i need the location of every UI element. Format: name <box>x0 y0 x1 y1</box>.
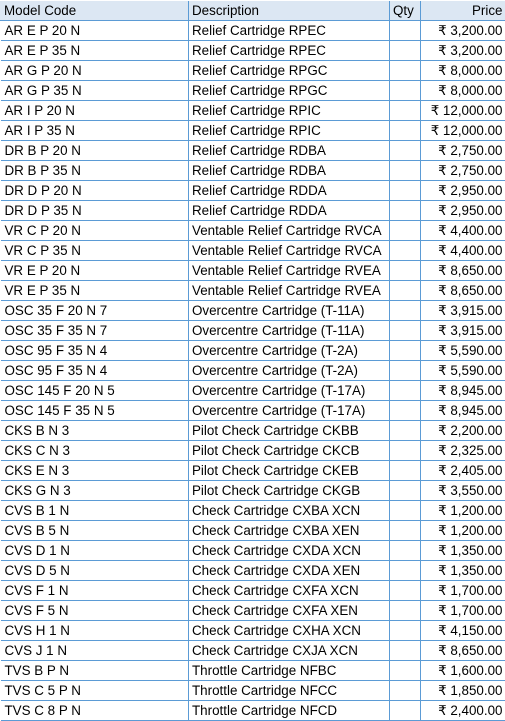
qty-cell[interactable] <box>390 301 421 321</box>
description-cell[interactable]: Throttle Cartridge NFBC <box>189 661 390 681</box>
description-cell[interactable]: Overcentre Cartridge (T-2A) <box>189 341 390 361</box>
price-cell[interactable]: ₹ 3,915.00 <box>421 321 505 341</box>
qty-cell[interactable] <box>390 81 421 101</box>
table-row <box>1 441 505 461</box>
qty-cell[interactable] <box>390 501 421 521</box>
price-cell[interactable]: ₹ 1,200.00 <box>421 501 505 521</box>
description-cell[interactable]: Relief Cartridge RPEC <box>189 21 390 41</box>
price-cell[interactable]: ₹ 8,650.00 <box>421 281 505 301</box>
table-row <box>1 561 505 581</box>
table-row <box>1 461 505 481</box>
price-cell[interactable]: ₹ 3,200.00 <box>421 41 505 61</box>
table-row <box>1 361 505 381</box>
table-row <box>1 701 505 721</box>
model-code-cell[interactable]: OSC 95 F 35 N 4 <box>1 341 189 361</box>
table-row <box>1 221 505 241</box>
price-cell[interactable]: ₹ 2,750.00 <box>421 141 505 161</box>
model-code-cell[interactable]: CVS F 5 N <box>1 601 189 621</box>
header-row <box>1 1 505 21</box>
table-row <box>1 121 505 141</box>
model-code-cell[interactable]: AR G P 35 N <box>1 81 189 101</box>
model-code-cell[interactable]: AR I P 35 N <box>1 121 189 141</box>
qty-cell[interactable] <box>390 641 421 661</box>
description-cell[interactable]: Overcentre Cartridge (T-11A) <box>189 301 390 321</box>
price-cell[interactable]: ₹ 3,915.00 <box>421 301 505 321</box>
qty-cell[interactable] <box>390 421 421 441</box>
price-cell[interactable]: ₹ 2,400.00 <box>421 701 505 721</box>
description-cell[interactable]: Check Cartridge CXBA XEN <box>189 521 390 541</box>
table-row <box>1 641 505 661</box>
model-code-cell[interactable]: CVS H 1 N <box>1 621 189 641</box>
table-row <box>1 521 505 541</box>
price-cell[interactable]: ₹ 2,405.00 <box>421 461 505 481</box>
description-cell[interactable]: Throttle Cartridge NFCD <box>189 701 390 721</box>
qty-cell[interactable] <box>390 401 421 421</box>
qty-cell[interactable] <box>390 241 421 261</box>
price-cell[interactable]: ₹ 1,850.00 <box>421 681 505 701</box>
table-row <box>1 21 505 41</box>
description-cell[interactable]: Overcentre Cartridge (T-17A) <box>189 401 390 421</box>
table-row <box>1 541 505 561</box>
table-row <box>1 101 505 121</box>
price-cell[interactable]: ₹ 3,550.00 <box>421 481 505 501</box>
price-cell[interactable]: ₹ 1,350.00 <box>421 561 505 581</box>
header-price[interactable]: Price <box>421 1 505 21</box>
qty-cell[interactable] <box>390 41 421 61</box>
table-row <box>1 341 505 361</box>
model-code-cell[interactable]: DR D P 20 N <box>1 181 189 201</box>
qty-cell[interactable] <box>390 601 421 621</box>
description-cell[interactable]: Ventable Relief Cartridge RVEA <box>189 281 390 301</box>
model-code-cell[interactable]: VR C P 35 N <box>1 241 189 261</box>
price-cell[interactable]: ₹ 1,200.00 <box>421 521 505 541</box>
model-code-cell[interactable]: DR B P 20 N <box>1 141 189 161</box>
model-code-cell[interactable]: CVS D 5 N <box>1 561 189 581</box>
table-body <box>1 21 505 721</box>
price-cell[interactable]: ₹ 12,000.00 <box>421 121 505 141</box>
description-cell[interactable]: Overcentre Cartridge (T-17A) <box>189 381 390 401</box>
table-row <box>1 661 505 681</box>
description-cell[interactable]: Overcentre Cartridge (T-11A) <box>189 321 390 341</box>
description-cell[interactable]: Check Cartridge CXFA XCN <box>189 581 390 601</box>
description-cell[interactable]: Check Cartridge CXJA XCN <box>189 641 390 661</box>
price-cell[interactable]: ₹ 2,200.00 <box>421 421 505 441</box>
price-cell[interactable]: ₹ 2,325.00 <box>421 441 505 461</box>
model-code-cell[interactable]: OSC 145 F 35 N 5 <box>1 401 189 421</box>
description-cell[interactable]: Pilot Check Cartridge CKBB <box>189 421 390 441</box>
qty-cell[interactable] <box>390 141 421 161</box>
table-row <box>1 301 505 321</box>
description-cell[interactable]: Check Cartridge CXBA XCN <box>189 501 390 521</box>
description-cell[interactable]: Ventable Relief Cartridge RVEA <box>189 261 390 281</box>
model-code-cell[interactable]: CVS D 1 N <box>1 541 189 561</box>
model-code-cell[interactable]: CVS F 1 N <box>1 581 189 601</box>
price-cell[interactable]: ₹ 8,650.00 <box>421 261 505 281</box>
price-cell[interactable]: ₹ 2,950.00 <box>421 181 505 201</box>
table-row <box>1 581 505 601</box>
qty-cell[interactable] <box>390 261 421 281</box>
table-row <box>1 181 505 201</box>
table-row <box>1 161 505 181</box>
table-row <box>1 81 505 101</box>
qty-cell[interactable] <box>390 121 421 141</box>
qty-cell[interactable] <box>390 201 421 221</box>
table-row <box>1 201 505 221</box>
description-cell[interactable]: Relief Cartridge RPIC <box>189 121 390 141</box>
qty-cell[interactable] <box>390 681 421 701</box>
description-cell[interactable]: Relief Cartridge RPGC <box>189 81 390 101</box>
model-code-cell[interactable]: VR E P 35 N <box>1 281 189 301</box>
qty-cell[interactable] <box>390 581 421 601</box>
price-cell[interactable]: ₹ 5,590.00 <box>421 361 505 381</box>
price-cell[interactable]: ₹ 3,200.00 <box>421 21 505 41</box>
qty-cell[interactable] <box>390 21 421 41</box>
qty-cell[interactable] <box>390 461 421 481</box>
table-row <box>1 401 505 421</box>
qty-cell[interactable] <box>390 361 421 381</box>
model-code-cell[interactable]: OSC 145 F 20 N 5 <box>1 381 189 401</box>
description-cell[interactable]: Overcentre Cartridge (T-2A) <box>189 361 390 381</box>
price-cell[interactable]: ₹ 8,650.00 <box>421 641 505 661</box>
price-cell[interactable]: ₹ 12,000.00 <box>421 101 505 121</box>
table-row <box>1 61 505 81</box>
description-cell[interactable]: Throttle Cartridge NFCC <box>189 681 390 701</box>
table-row <box>1 601 505 621</box>
description-cell[interactable]: Relief Cartridge RPEC <box>189 41 390 61</box>
price-cell[interactable]: ₹ 8,000.00 <box>421 61 505 81</box>
description-cell[interactable]: Relief Cartridge RPIC <box>189 101 390 121</box>
table-row <box>1 381 505 401</box>
qty-cell[interactable] <box>390 541 421 561</box>
description-cell[interactable]: Relief Cartridge RDDA <box>189 181 390 201</box>
price-cell[interactable]: ₹ 4,400.00 <box>421 241 505 261</box>
model-code-cell[interactable]: OSC 35 F 20 N 7 <box>1 301 189 321</box>
qty-cell[interactable] <box>390 281 421 301</box>
model-code-cell[interactable]: TVS C 5 P N <box>1 681 189 701</box>
price-cell[interactable]: ₹ 2,750.00 <box>421 161 505 181</box>
description-cell[interactable]: Pilot Check Cartridge CKGB <box>189 481 390 501</box>
price-cell[interactable]: ₹ 8,000.00 <box>421 81 505 101</box>
qty-cell[interactable] <box>390 341 421 361</box>
description-cell[interactable]: Check Cartridge CXDA XCN <box>189 541 390 561</box>
table-row <box>1 321 505 341</box>
price-cell[interactable]: ₹ 2,950.00 <box>421 201 505 221</box>
description-cell[interactable]: Relief Cartridge RDBA <box>189 141 390 161</box>
model-code-cell[interactable]: DR D P 35 N <box>1 201 189 221</box>
qty-cell[interactable] <box>390 61 421 81</box>
price-cell[interactable]: ₹ 1,350.00 <box>421 541 505 561</box>
price-cell[interactable]: ₹ 5,590.00 <box>421 341 505 361</box>
description-cell[interactable]: Relief Cartridge RPGC <box>189 61 390 81</box>
table-row <box>1 421 505 441</box>
price-list-table <box>0 1 505 721</box>
model-code-cell[interactable]: CKS B N 3 <box>1 421 189 441</box>
qty-cell[interactable] <box>390 441 421 461</box>
model-code-cell[interactable]: VR C P 20 N <box>1 221 189 241</box>
qty-cell[interactable] <box>390 621 421 641</box>
description-cell[interactable]: Check Cartridge CXHA XCN <box>189 621 390 641</box>
table-row <box>1 41 505 61</box>
qty-cell[interactable] <box>390 701 421 721</box>
description-cell[interactable]: Ventable Relief Cartridge RVCA <box>189 221 390 241</box>
qty-cell[interactable] <box>390 161 421 181</box>
qty-cell[interactable] <box>390 521 421 541</box>
qty-cell[interactable] <box>390 321 421 341</box>
price-cell[interactable]: ₹ 1,600.00 <box>421 661 505 681</box>
qty-cell[interactable] <box>390 101 421 121</box>
model-code-cell[interactable]: CKS E N 3 <box>1 461 189 481</box>
header-qty[interactable]: Qty <box>390 1 421 21</box>
model-code-cell[interactable]: CKS C N 3 <box>1 441 189 461</box>
description-cell[interactable]: Pilot Check Cartridge CKCB <box>189 441 390 461</box>
description-cell[interactable]: Relief Cartridge RDBA <box>189 161 390 181</box>
description-cell[interactable]: Check Cartridge CXDA XEN <box>189 561 390 581</box>
table-row <box>1 481 505 501</box>
model-code-cell[interactable]: AR E P 20 N <box>1 21 189 41</box>
price-cell[interactable]: ₹ 1,700.00 <box>421 601 505 621</box>
qty-cell[interactable] <box>390 381 421 401</box>
header-description[interactable]: Description <box>189 1 390 21</box>
qty-cell[interactable] <box>390 561 421 581</box>
table-row <box>1 681 505 701</box>
price-cell[interactable]: ₹ 8,945.00 <box>421 381 505 401</box>
qty-cell[interactable] <box>390 221 421 241</box>
model-code-cell[interactable]: VR E P 20 N <box>1 261 189 281</box>
model-code-cell[interactable]: TVS B P N <box>1 661 189 681</box>
qty-cell[interactable] <box>390 481 421 501</box>
table-row <box>1 501 505 521</box>
model-code-cell[interactable]: CVS J 1 N <box>1 641 189 661</box>
model-code-cell[interactable]: OSC 95 F 35 N 4 <box>1 361 189 381</box>
model-code-cell[interactable]: DR B P 35 N <box>1 161 189 181</box>
price-cell[interactable]: ₹ 4,150.00 <box>421 621 505 641</box>
qty-cell[interactable] <box>390 661 421 681</box>
model-code-cell[interactable]: AR I P 20 N <box>1 101 189 121</box>
description-cell[interactable]: Relief Cartridge RDDA <box>189 201 390 221</box>
model-code-cell[interactable]: CVS B 1 N <box>1 501 189 521</box>
qty-cell[interactable] <box>390 181 421 201</box>
price-cell[interactable]: ₹ 1,700.00 <box>421 581 505 601</box>
table-row <box>1 621 505 641</box>
model-code-cell[interactable]: AR G P 20 N <box>1 61 189 81</box>
description-cell[interactable]: Check Cartridge CXFA XEN <box>189 601 390 621</box>
header-model-code[interactable]: Model Code <box>1 1 189 21</box>
description-cell[interactable]: Pilot Check Cartridge CKEB <box>189 461 390 481</box>
model-code-cell[interactable]: CVS B 5 N <box>1 521 189 541</box>
price-cell[interactable]: ₹ 4,400.00 <box>421 221 505 241</box>
model-code-cell[interactable]: OSC 35 F 35 N 7 <box>1 321 189 341</box>
model-code-cell[interactable]: AR E P 35 N <box>1 41 189 61</box>
table-row <box>1 261 505 281</box>
model-code-cell[interactable]: TVS C 8 P N <box>1 701 189 721</box>
model-code-cell[interactable]: CKS G N 3 <box>1 481 189 501</box>
table-row <box>1 281 505 301</box>
price-cell[interactable]: ₹ 8,945.00 <box>421 401 505 421</box>
table-row <box>1 241 505 261</box>
description-cell[interactable]: Ventable Relief Cartridge RVCA <box>189 241 390 261</box>
table-row <box>1 141 505 161</box>
